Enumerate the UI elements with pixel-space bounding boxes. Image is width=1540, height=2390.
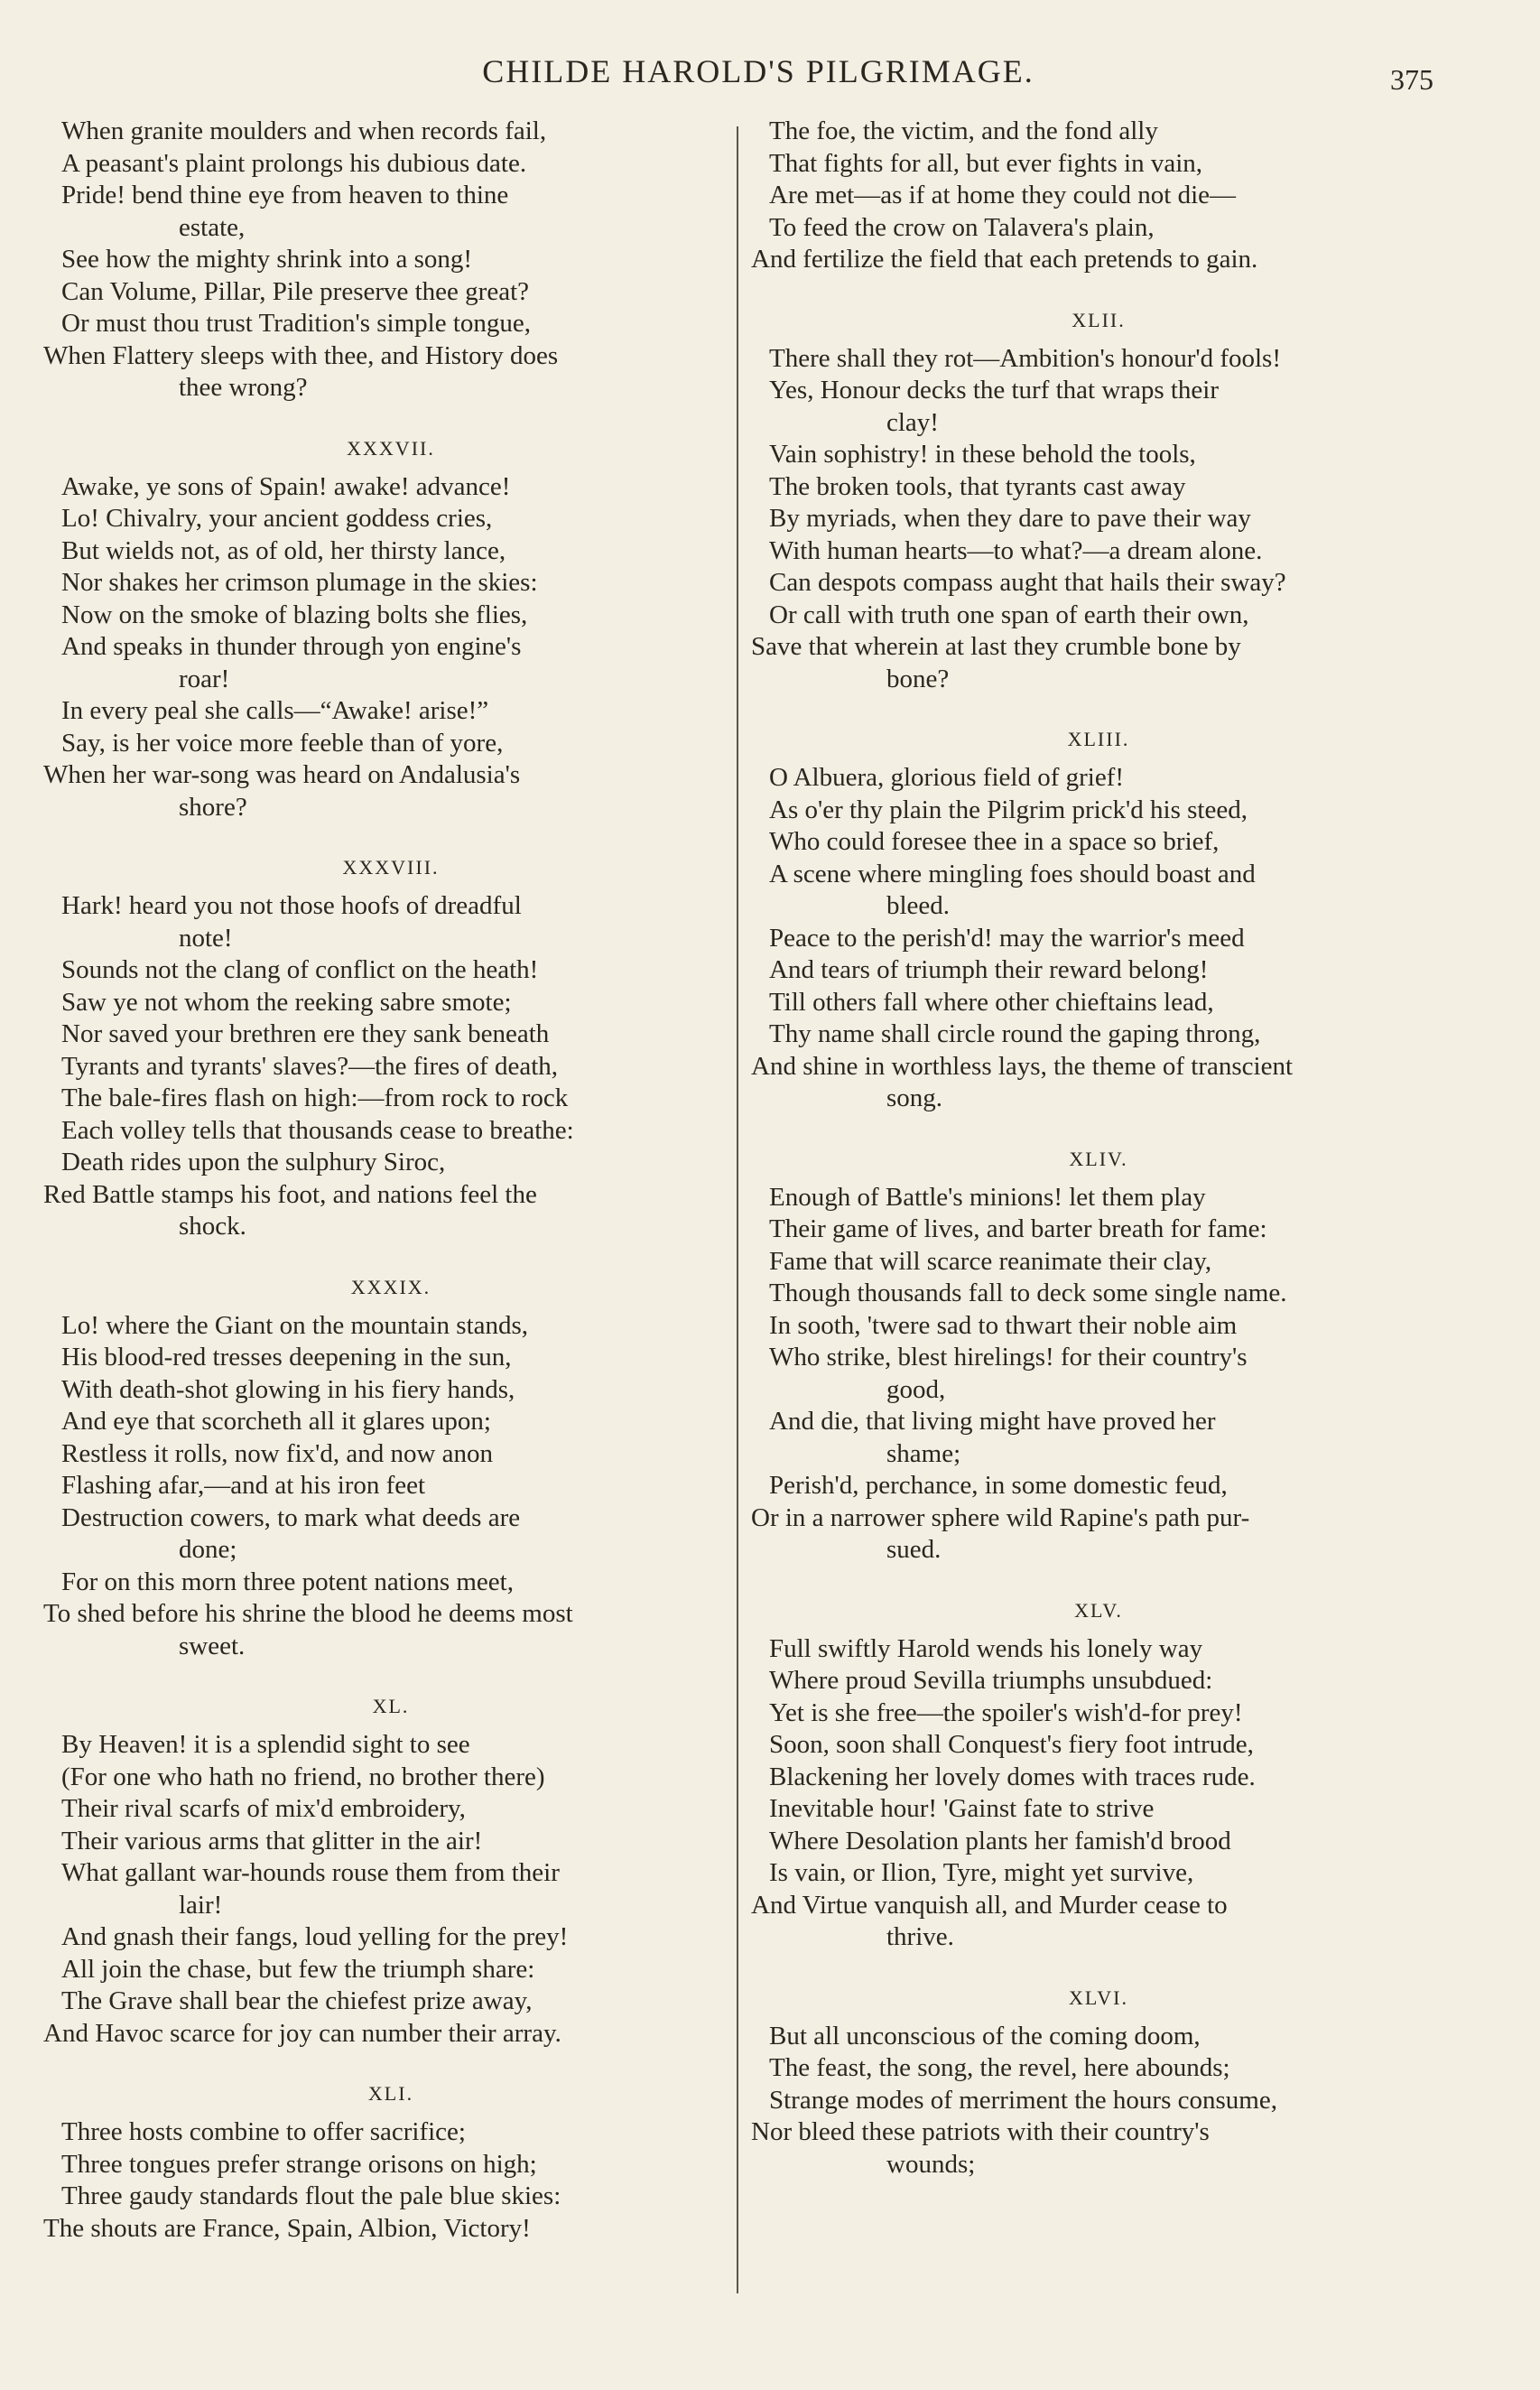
stanza <box>751 728 1446 1115</box>
verse-line: But all unconscious of the coming doom, <box>769 2021 1201 2051</box>
verse-line: By myriads, when they dare to pave their way <box>769 504 1251 533</box>
verse-line: clay! <box>886 407 939 437</box>
verse-line: Three hosts combine to offer sacrifice; <box>61 2117 466 2146</box>
verse-line: Their various arms that glitter in the air! <box>61 1826 483 1855</box>
verse-line: Restless it rolls, now fix'd, and now anon <box>61 1438 494 1468</box>
verse-line: Lo! Chivalry, your ancient goddess cries, <box>61 504 493 533</box>
verse-line: When granite moulders and when records fail, <box>61 116 547 145</box>
stanza <box>751 1148 1446 1567</box>
stanza <box>751 1599 1446 1954</box>
verse-line: Perish'd, perchance, in some domestic feud, <box>769 1471 1228 1500</box>
verse-line: And fertilize the field that each pretends to gain. <box>751 245 1258 274</box>
verse-line: Who strike, blest hirelings! for their country's <box>769 1343 1248 1372</box>
verse-line: Are met—as if at home they could not die— <box>769 181 1237 209</box>
verse-line: And eye that scorcheth all it glares upon; <box>61 1407 491 1436</box>
verse-line: Death rides upon the sulphury Siroc, <box>61 1148 446 1176</box>
verse-line: Inevitable hour! 'Gainst fate to strive <box>769 1794 1155 1823</box>
verse-line: With human hearts—to what?—a dream alone. <box>769 535 1263 565</box>
verse-line: sued. <box>886 1535 942 1564</box>
stanza <box>43 437 738 824</box>
verse-line: Red Battle stamps his foot, and nations feel the <box>43 1179 537 1209</box>
verse-line: For on this morn three potent nations meet, <box>61 1567 514 1596</box>
verse-line: See how the mighty shrink into a song! <box>61 245 473 274</box>
stanza <box>43 116 738 405</box>
verse-line: Enough of Battle's minions! let them play <box>769 1182 1206 1212</box>
verse-line: Fame that will scarce reanimate their clay, <box>769 1246 1212 1276</box>
verse-line: shame; <box>886 1438 961 1468</box>
verse-line: bone? <box>886 664 950 693</box>
stanza-numeral: XL. <box>372 1695 410 1717</box>
verse-line: Or in a narrower sphere wild Rapine's path pur- <box>751 1502 1250 1532</box>
verse-line: The bale-fires flash on high:—from rock to rock <box>61 1083 569 1112</box>
stanza <box>751 116 1446 276</box>
stanza <box>751 1986 1446 2181</box>
stanza-numeral: XXXVIII. <box>342 856 440 879</box>
verse-line: Or must thou trust Tradition's simple tongue, <box>61 309 532 338</box>
verse-line: What gallant war-hounds rouse them from their <box>61 1858 560 1887</box>
verse-line: Nor shakes her crimson plumage in the skies: <box>61 568 538 597</box>
verse-line: In every peal she calls—“Awake! arise!” <box>61 696 489 725</box>
verse-line: Full swiftly Harold wends his lonely way <box>769 1633 1203 1663</box>
verse-line: A peasant's plaint prolongs his dubious date. <box>61 148 527 178</box>
verse-line: bleed. <box>886 891 951 920</box>
verse-line: Soon, soon shall Conquest's fiery foot intrude, <box>769 1730 1254 1759</box>
verse-line: Save that wherein at last they crumble bone by <box>751 632 1241 661</box>
page-header <box>0 52 1540 107</box>
verse-line: Yes, Honour decks the turf that wraps their <box>769 376 1220 405</box>
verse-line: The feast, the song, the revel, here abounds; <box>769 2053 1230 2082</box>
stanza <box>43 856 738 1243</box>
verse-line: And gnash their fangs, loud yelling for the prey! <box>61 1922 569 1951</box>
stanza-numeral: XLIV. <box>1069 1147 1128 1170</box>
running-title: CHILDE HAROLD'S PILGRIMAGE. <box>482 53 1034 89</box>
verse-line: done; <box>179 1535 237 1564</box>
stanza-numeral: XLV. <box>1074 1598 1123 1622</box>
verse-line: Sounds not the clang of conflict on the heath! <box>61 955 539 984</box>
verse-line: Where proud Sevilla triumphs unsubdued: <box>769 1666 1213 1695</box>
verse-line: O Albuera, glorious field of grief! <box>769 763 1125 792</box>
verse-line: Awake, ye sons of Spain! awake! advance! <box>61 471 511 501</box>
verse-line: Pride! bend thine eye from heaven to thine <box>61 181 509 209</box>
verse-line: Nor bleed these patriots with their country's <box>751 2117 1210 2146</box>
verse-line: Hark! heard you not those hoofs of dreadful <box>61 891 522 920</box>
verse-line: wounds; <box>886 2149 976 2179</box>
stanza-numeral: XLII. <box>1072 308 1126 331</box>
verse-line: That fights for all, but ever fights in vain, <box>769 148 1203 178</box>
verse-line: Now on the smoke of blazing bolts she flies, <box>61 600 528 629</box>
verse-line: lair! <box>179 1890 223 1920</box>
verse-line: As o'er thy plain the Pilgrim prick'd his steed, <box>769 795 1248 824</box>
stanza-numeral: XXXVII. <box>347 436 435 460</box>
left-column <box>43 116 738 2277</box>
verse-line: thrive. <box>886 1922 954 1951</box>
verse-line: The foe, the victim, and the fond ally <box>769 116 1158 145</box>
verse-line: Three tongues prefer strange orisons on high; <box>61 2149 537 2179</box>
verse-line: roar! <box>179 664 230 693</box>
verse-line: Three gaudy standards flout the pale blue skies: <box>61 2181 561 2210</box>
verse-line: Vain sophistry! in these behold the tools, <box>769 440 1196 469</box>
verse-line: Peace to the perish'd! may the warrior's meed <box>769 923 1245 953</box>
stanza-numeral: XLVI. <box>1068 1985 1129 2009</box>
verse-line: song. <box>886 1083 943 1112</box>
verse-line: Lo! where the Giant on the mountain stands, <box>61 1310 529 1340</box>
verse-line: Their game of lives, and barter breath for fame: <box>769 1214 1267 1243</box>
verse-line: All join the chase, but few the triumph share: <box>61 1954 535 1984</box>
verse-line: And speaks in thunder through yon engine's <box>61 632 522 661</box>
verse-line: The Grave shall bear the chiefest prize away, <box>61 1986 533 2015</box>
verse-line: Say, is her voice more feeble than of yore, <box>61 728 504 758</box>
verse-line: Saw ye not whom the reeking sabre smote; <box>61 987 512 1017</box>
verse-line: Flashing afar,—and at his iron feet <box>61 1471 426 1500</box>
verse-line: To feed the crow on Talavera's plain, <box>769 212 1155 242</box>
stanza-numeral: XXXIX. <box>350 1275 431 1298</box>
verse-line: And tears of triumph their reward belong! <box>769 955 1209 984</box>
stanza <box>43 1276 738 1663</box>
stanza <box>43 2082 738 2245</box>
verse-line: Where Desolation plants her famish'd brood <box>769 1826 1231 1855</box>
verse-line: shock. <box>179 1212 246 1241</box>
verse-line: Is vain, or Ilion, Tyre, might yet survive, <box>769 1858 1194 1887</box>
verse-line: With death-shot glowing in his fiery hands, <box>61 1374 515 1404</box>
verse-line: And die, that living might have proved her <box>769 1407 1216 1436</box>
verse-line: Strange modes of merriment the hours consume, <box>769 2085 1277 2115</box>
verse-line: When her war-song was heard on Andalusia's <box>43 760 521 789</box>
verse-line: Who could foresee thee in a space so brief, <box>769 827 1220 856</box>
verse-line: Till others fall where other chieftains lead, <box>769 987 1214 1017</box>
verse-line: sweet. <box>179 1631 246 1660</box>
verse-line: estate, <box>179 212 246 242</box>
verse-line: To shed before his shrine the blood he deems most <box>43 1599 573 1628</box>
verse-line: A scene where mingling foes should boast and <box>769 859 1256 888</box>
verse-line: Can Volume, Pillar, Pile preserve thee great? <box>61 276 530 306</box>
verse-line: Blackening her lovely domes with traces rude. <box>769 1762 1256 1791</box>
stanza-numeral: XLIII. <box>1067 728 1130 750</box>
verse-line: Tyrants and tyrants' slaves?—the fires of death, <box>61 1051 558 1081</box>
verse-line: Can despots compass aught that hails their sway? <box>769 568 1286 597</box>
verse-line: Their rival scarfs of mix'd embroidery, <box>61 1794 466 1823</box>
verse-line: Destruction cowers, to mark what deeds are <box>61 1502 521 1532</box>
verse-line: good, <box>886 1374 946 1404</box>
verse-line: Thy name shall circle round the gaping throng, <box>769 1019 1261 1048</box>
verse-line: There shall they rot—Ambition's honour'd fools! <box>769 343 1282 373</box>
page-number: 375 <box>1390 63 1433 96</box>
verse-line: When Flattery sleeps with thee, and History does <box>43 340 559 370</box>
verse-line: His blood-red tresses deepening in the sun, <box>61 1343 512 1372</box>
verse-line: And Virtue vanquish all, and Murder cease to <box>751 1890 1228 1920</box>
verse-line: The shouts are France, Spain, Albion, Victory! <box>43 2213 531 2243</box>
verse-line: By Heaven! it is a splendid sight to see <box>61 1730 470 1759</box>
verse-line: In sooth, 'twere sad to thwart their noble aim <box>769 1310 1238 1340</box>
verse-line: (For one who hath no friend, no brother there) <box>61 1762 545 1791</box>
stanza <box>43 1695 738 2050</box>
verse-line: Yet is she free—the spoiler's wish'd-for prey! <box>769 1697 1243 1727</box>
verse-line: Each volley tells that thousands cease to breathe: <box>61 1115 574 1145</box>
verse-line: shore? <box>179 792 247 822</box>
right-column <box>751 116 1446 2213</box>
verse-line: thee wrong? <box>179 373 308 402</box>
verse-line: And Havoc scarce for joy can number their array. <box>43 2018 561 2048</box>
stanza-numeral: XLI. <box>367 2082 414 2105</box>
stanza <box>751 309 1446 696</box>
verse-line: Though thousands fall to deck some single name. <box>769 1279 1287 1307</box>
verse-line: But wields not, as of old, her thirsty lance, <box>61 535 506 565</box>
verse-line: Nor saved your brethren ere they sank beneath <box>61 1019 550 1048</box>
verse-line: note! <box>179 923 233 953</box>
verse-line: The broken tools, that tyrants cast away <box>769 471 1186 501</box>
verse-line: Or call with truth one span of earth their own, <box>769 600 1249 629</box>
verse-line: And shine in worthless lays, the theme of transcient <box>751 1051 1294 1081</box>
